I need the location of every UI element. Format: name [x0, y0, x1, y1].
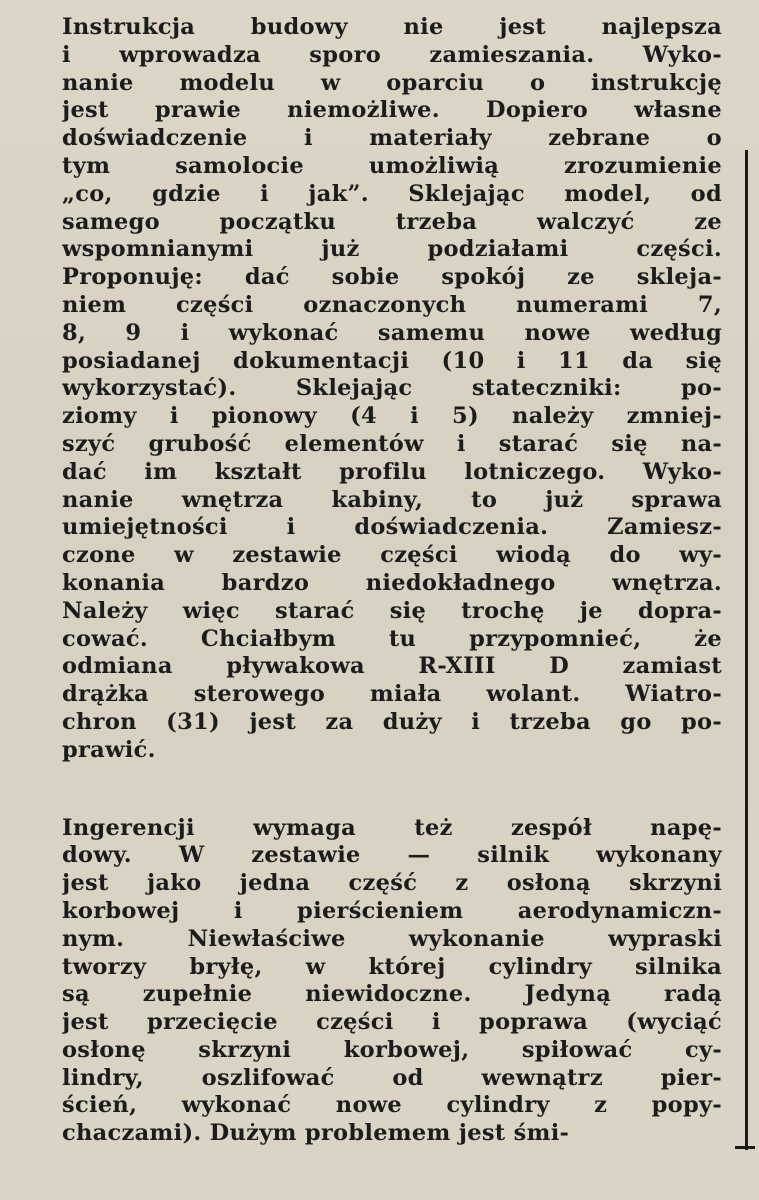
- text-line: osłonę skrzyni korbowej, spiłować cy-: [62, 1036, 722, 1063]
- text-line: czone w zestawie części wiodą do wy-: [62, 542, 722, 569]
- text-line: wykorzystać). Sklejając stateczniki: po-: [62, 375, 722, 402]
- text-line: posiadanej dokumentacji (10 i 11 da się: [62, 347, 722, 374]
- text-line: jest prawie niemożliwe. Dopiero własne: [62, 97, 722, 124]
- text-line: tym samolocie umożliwią zrozumienie: [62, 152, 722, 179]
- text-line: cować. Chciałbym tu przypomnieć, że: [62, 625, 722, 652]
- text-line: prawić.: [62, 736, 156, 763]
- text-line: Proponuję: dać sobie spokój ze skleja-: [62, 264, 722, 291]
- article-column: [62, 14, 722, 1148]
- text-line: drążka sterowego miała wolant. Wiatro-: [62, 681, 722, 708]
- text-line: odmiana pływakowa R-XIII D zamiast: [62, 653, 722, 680]
- text-line: dać im kształt profilu lotniczego. Wyko-: [62, 458, 722, 485]
- text-line: chron (31) jest za duży i trzeba go po-: [62, 708, 722, 735]
- text-line: samego początku trzeba walczyć ze: [62, 208, 722, 235]
- column-rule-corner: [735, 1146, 755, 1149]
- text-line: nanie wnętrza kabiny, to już sprawa: [62, 486, 722, 513]
- text-line: niem części oznaczonych numerami 7,: [62, 291, 722, 318]
- text-line: są zupełnie niewidoczne. Jedyną radą: [62, 981, 722, 1008]
- text-line: Instrukcja budowy nie jest najlepsza: [62, 14, 722, 40]
- article-paragraph: [62, 14, 722, 765]
- text-line: lindry, oszlifować od wewnątrz pier-: [62, 1064, 722, 1091]
- text-line: jest przecięcie części i poprawa (wyciąć: [62, 1009, 722, 1036]
- text-line: szyć grubość elementów i starać się na-: [62, 430, 722, 457]
- text-line: nym. Niewłaściwe wykonanie wypraski: [62, 925, 722, 952]
- text-line: i wprowadza sporo zamieszania. Wyko-: [62, 41, 722, 68]
- text-line: umiejętności i doświadczenia. Zamiesz-: [62, 514, 722, 541]
- text-line: jest jako jedna część z osłoną skrzyni: [62, 870, 722, 897]
- text-line: 8, 9 i wykonać samemu nowe według: [62, 319, 722, 346]
- text-line: korbowej i pierścieniem aerodynamiczn-: [62, 897, 722, 924]
- text-line: ścień, wykonać nowe cylindry z popy-: [62, 1092, 722, 1119]
- text-line: Ingerencji wymaga też zespół napę-: [62, 814, 722, 841]
- text-line: konania bardzo niedokładnego wnętrza.: [62, 569, 722, 596]
- text-line: „co, gdzie i jak”. Sklejając model, od: [62, 180, 722, 207]
- text-line: tworzy bryłę, w której cylindry silnika: [62, 953, 722, 980]
- text-line: chaczami). Dużym problemem jest śmi-: [62, 1120, 570, 1147]
- text-line: ziomy i pionowy (4 i 5) należy zmniej-: [62, 403, 722, 430]
- text-line: Należy więc starać się trochę je dopra-: [62, 597, 722, 624]
- text-line: nanie modelu w oparciu o instrukcję: [62, 69, 722, 96]
- text-line: dowy. W zestawie — silnik wykonany: [62, 842, 722, 869]
- article-paragraph: [62, 815, 722, 1149]
- column-rule-vertical: [745, 150, 748, 1150]
- text-line: wspomnianymi już podziałami części.: [62, 236, 722, 263]
- text-line: doświadczenie i materiały zebrane o: [62, 125, 722, 152]
